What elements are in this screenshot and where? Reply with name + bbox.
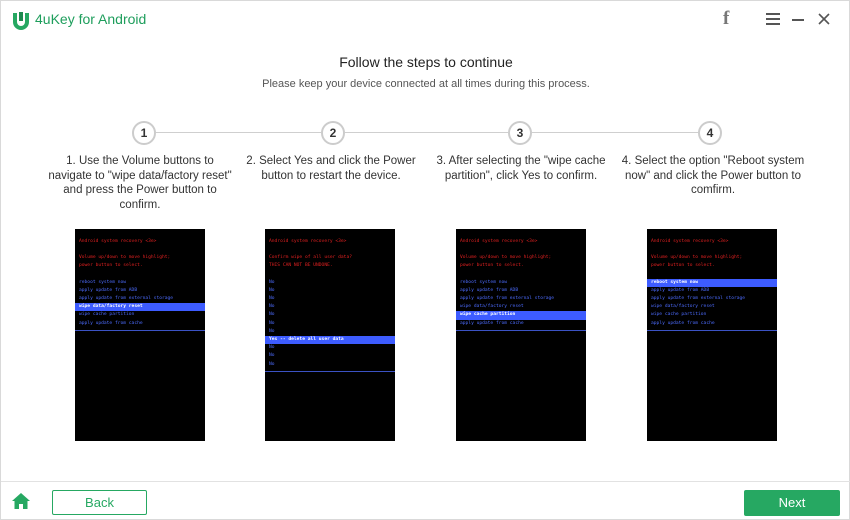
title-bar bbox=[1, 1, 850, 39]
screen-header-line: Android system recovery <3e> bbox=[79, 239, 157, 244]
recovery-screen-4 bbox=[647, 229, 777, 441]
recovery-menu-item: apply update from external storage bbox=[460, 296, 555, 302]
recovery-menu-item: No bbox=[269, 320, 275, 326]
screen-spacer bbox=[75, 271, 205, 279]
screen-spacer bbox=[265, 246, 395, 254]
screen-spacer bbox=[647, 271, 777, 279]
screen-divider bbox=[647, 330, 777, 331]
recovery-screen-2 bbox=[265, 229, 395, 441]
recovery-menu-item: No bbox=[269, 353, 275, 359]
screen-header-line: Android system recovery <3e> bbox=[269, 239, 347, 244]
facebook-icon[interactable]: f bbox=[723, 8, 730, 29]
screen-spacer bbox=[456, 271, 586, 279]
screen-divider bbox=[456, 330, 586, 331]
recovery-screen-3 bbox=[456, 229, 586, 441]
recovery-menu-item-selected: wipe cache partition bbox=[456, 311, 586, 319]
recovery-menu-item-selected: Yes -- delete all user data bbox=[265, 336, 395, 344]
step-number-2: 2 bbox=[321, 121, 345, 145]
recovery-menu-item: apply update from cache bbox=[79, 320, 143, 326]
recovery-menu-item: apply update from cache bbox=[651, 320, 715, 326]
recovery-menu-item-selected: wipe data/factory reset bbox=[75, 303, 205, 311]
step-number-1: 1 bbox=[132, 121, 156, 145]
page-subtitle: Please keep your device connected at all times during this process. bbox=[262, 78, 590, 90]
screen-divider bbox=[75, 330, 205, 331]
page-title: Follow the steps to continue bbox=[339, 54, 513, 70]
app-title: 4uKey for Android bbox=[35, 11, 147, 27]
step-instruction-1: 1. Use the Volume buttons to navigate to "wipe data/factory reset" and press the Power button to confirm. bbox=[48, 155, 232, 211]
step-number-4: 4 bbox=[698, 121, 722, 145]
menu-icon[interactable] bbox=[766, 13, 780, 25]
next-button[interactable]: Next bbox=[744, 490, 840, 516]
recovery-menu-item: apply update from external storage bbox=[651, 296, 746, 302]
screen-header-line: Volume up/down to move highlight; bbox=[79, 255, 171, 261]
screen-header-line: Confirm wipe of all user data? bbox=[269, 255, 352, 261]
recovery-screen-1 bbox=[75, 229, 205, 441]
app-logo-icon bbox=[11, 10, 31, 30]
recovery-menu-item: No bbox=[269, 296, 275, 302]
step-connector bbox=[532, 132, 698, 133]
recovery-menu-item: wipe cache partition bbox=[651, 312, 707, 318]
step-connector bbox=[156, 132, 321, 133]
back-button[interactable]: Back bbox=[52, 490, 147, 515]
recovery-menu-item: No bbox=[269, 328, 275, 334]
screen-divider bbox=[265, 371, 395, 372]
recovery-menu-item: apply update from cache bbox=[460, 320, 524, 326]
step-connector bbox=[345, 132, 508, 133]
step-instruction-3: 3. After selecting the "wipe cache partition", click Yes to confirm. bbox=[436, 155, 606, 182]
recovery-menu-item: wipe data/factory reset bbox=[651, 304, 715, 310]
recovery-menu-item: reboot system now bbox=[79, 279, 127, 285]
close-icon[interactable] bbox=[816, 11, 832, 27]
recovery-menu-item: No bbox=[269, 345, 275, 351]
recovery-menu-item: No bbox=[269, 361, 275, 367]
screen-header-line: Android system recovery <3e> bbox=[651, 239, 729, 244]
recovery-menu-item: apply update from ADB bbox=[79, 287, 138, 293]
step-number-3: 3 bbox=[508, 121, 532, 145]
screen-header-line: power button to select. bbox=[651, 263, 715, 269]
screen-header-line: Volume up/down to move highlight; bbox=[460, 255, 552, 261]
recovery-menu-item: wipe data/factory reset bbox=[460, 304, 524, 310]
screen-header-line: Android system recovery <3e> bbox=[460, 239, 538, 244]
screen-header-line: THIS CAN NOT BE UNDONE. bbox=[269, 263, 333, 269]
recovery-menu-item: wipe cache partition bbox=[79, 312, 135, 318]
recovery-menu-item: reboot system now bbox=[460, 279, 508, 285]
recovery-menu-item: No bbox=[269, 279, 275, 285]
screen-spacer bbox=[75, 246, 205, 254]
minimize-icon[interactable] bbox=[792, 19, 804, 21]
home-icon[interactable] bbox=[11, 491, 31, 511]
screen-header-line: Volume up/down to move highlight; bbox=[651, 255, 743, 261]
screen-header-line: power button to select. bbox=[79, 263, 143, 269]
recovery-menu-item: apply update from ADB bbox=[460, 287, 519, 293]
screen-spacer bbox=[456, 246, 586, 254]
recovery-menu-item: apply update from external storage bbox=[79, 296, 174, 302]
step-instruction-4: 4. Select the option "Reboot system now" and click the Power button to comfirm. bbox=[621, 155, 805, 196]
step-instruction-2: 2. Select Yes and click the Power button to restart the device. bbox=[246, 155, 416, 182]
screen-spacer bbox=[647, 246, 777, 254]
recovery-menu-item-selected: reboot system now bbox=[647, 279, 777, 287]
screen-header-line: power button to select. bbox=[460, 263, 524, 269]
screen-spacer bbox=[265, 271, 395, 279]
recovery-menu-item: No bbox=[269, 287, 275, 293]
recovery-menu-item: No bbox=[269, 304, 275, 310]
footer-divider bbox=[1, 481, 850, 482]
recovery-menu-item: apply update from ADB bbox=[651, 287, 710, 293]
recovery-menu-item: No bbox=[269, 312, 275, 318]
